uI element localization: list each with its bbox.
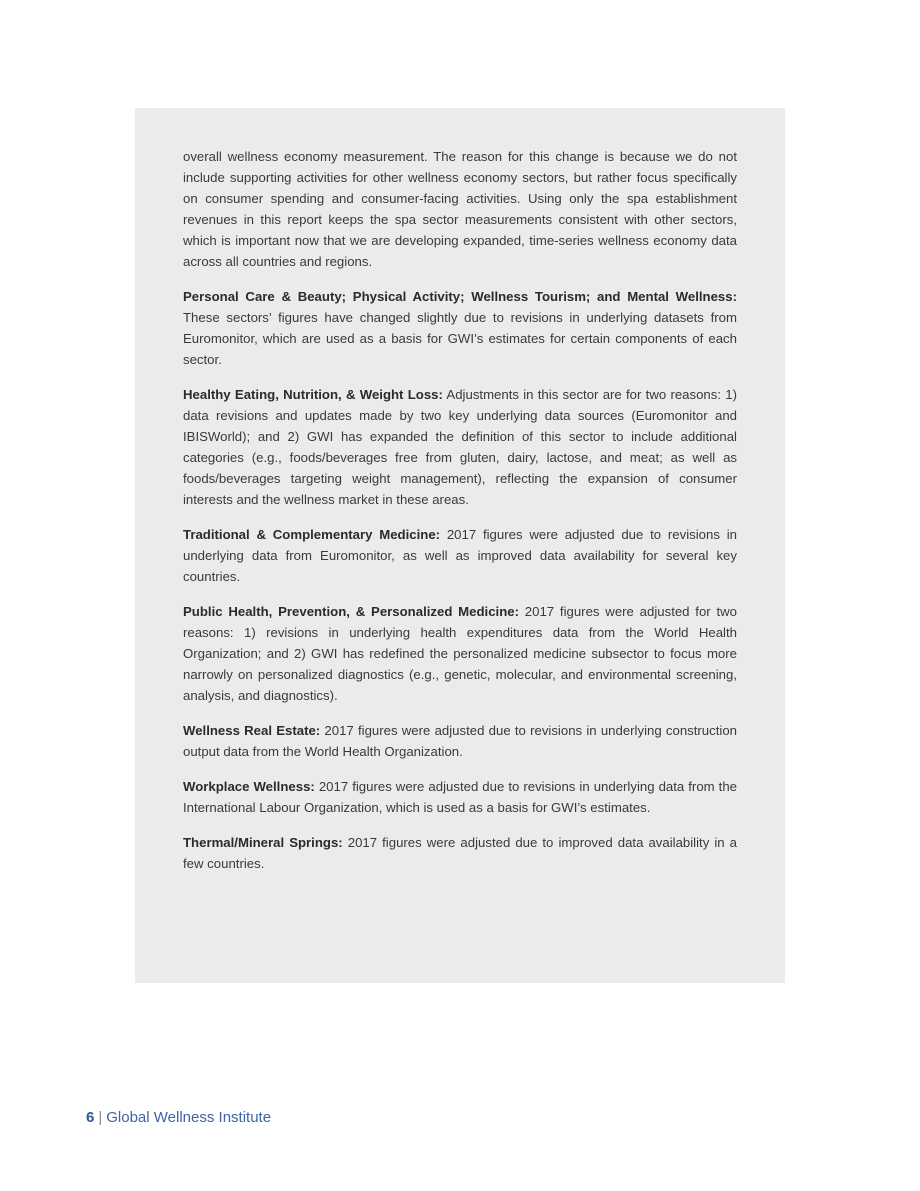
content-text bbox=[183, 146, 737, 888]
page-footer bbox=[86, 1108, 271, 1128]
intro-paragraph: overall wellness economy measurement. The reason for this change is because we do not include supporting activities for other wellness economy sectors, but rather focus specifically on consumer spending and consumer-facing activities. Using only the spa establishment revenues in this report keeps the spa sector measurements consistent with other sectors, which is important now that we are developing expanded, time-series wellness economy data across all countries and regions. bbox=[183, 149, 737, 269]
content-panel bbox=[135, 108, 785, 983]
section-heading: Personal Care & Beauty; Physical Activity; Wellness Tourism; and Mental Wellness: bbox=[183, 289, 737, 304]
section-body: 2017 figures were adjusted for two reasons: 1) revisions in underlying health expenditures data from the World Health Organization; and 2) GWI has redefined the personalized medicine subsector to focus more narrowly on personalized diagnostics (e.g., genetic, molecular, and environmental screening, analysis, and diagnostics). bbox=[183, 604, 738, 703]
page-number: 6 bbox=[86, 1109, 95, 1126]
section-body: 2017 figures were adjusted due to revisions in underlying construction output data from the World Health Organization. bbox=[183, 723, 737, 759]
section-healthy-eating bbox=[183, 384, 737, 510]
section-heading: Healthy Eating, Nutrition, & Weight Loss: bbox=[183, 387, 443, 402]
section-real-estate bbox=[183, 720, 737, 762]
footer-separator: | bbox=[98, 1109, 103, 1126]
section-heading: Traditional & Complementary Medicine: bbox=[183, 527, 441, 542]
publisher-name: Global Wellness Institute bbox=[106, 1109, 272, 1126]
section-body: Adjustments in this sector are for two reasons: 1) data revisions and updates made by two key underlying data sources (Euromonitor and IBISWorld); and 2) GWI has expanded the definition of this sector to include additional categories (e.g., foods/beverages free from gluten, dairy, lactose, and meat; as well as foods/beverages targeting weight management), reflecting the expansion of consumer interests and the wellness market in these areas. bbox=[183, 387, 738, 507]
section-heading: Thermal/Mineral Springs: bbox=[183, 835, 343, 850]
section-thermal-springs bbox=[183, 832, 737, 874]
section-heading: Workplace Wellness: bbox=[183, 779, 315, 794]
section-heading: Public Health, Prevention, & Personalized Medicine: bbox=[183, 604, 519, 619]
section-body: 2017 figures were adjusted due to revisions in underlying data from Euromonitor, as well as improved data availability for several key countries. bbox=[183, 527, 737, 584]
section-personal-care bbox=[183, 286, 737, 370]
section-workplace bbox=[183, 776, 737, 818]
section-heading: Wellness Real Estate: bbox=[183, 723, 321, 738]
section-body: 2017 figures were adjusted due to improved data availability in a few countries. bbox=[183, 835, 737, 871]
section-traditional-medicine bbox=[183, 524, 737, 587]
section-body: 2017 figures were adjusted due to revisions in underlying data from the International Labour Organization, which is used as a basis for GWI’s estimates. bbox=[183, 779, 737, 815]
section-public-health bbox=[183, 601, 737, 706]
section-body: These sectors’ figures have changed slightly due to revisions in underlying datasets from Euromonitor, which are used as a basis for GWI’s estimates for certain components of each sector. bbox=[183, 310, 737, 367]
